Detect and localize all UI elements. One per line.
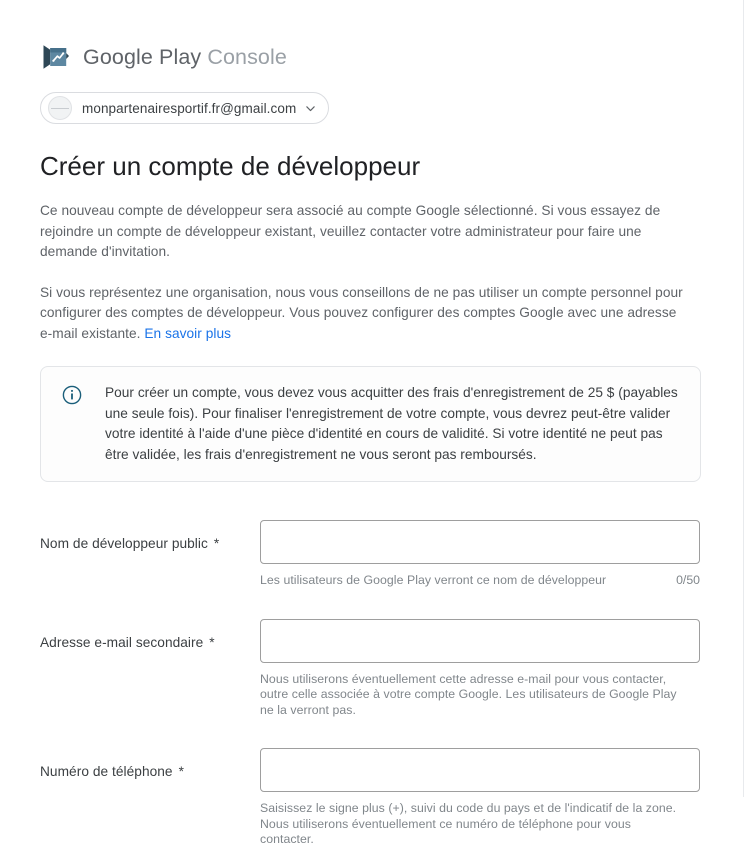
field-hint-phone-number: Saisissez le signe plus (+), suivi du code du pays et de l'indicatif de la zone. Nous utiliserons éventuellement ce numéro de téléphone pour vous contacter. [260,801,677,846]
brand-play-text: Play [159,44,202,69]
public-developer-name-input[interactable] [260,520,700,564]
character-counter-public-developer-name: 0/50 [676,573,700,587]
field-label-public-developer-name [40,520,260,551]
form-field-phone-number [40,748,709,848]
phone-number-input[interactable] [260,748,700,792]
field-main-phone-number [260,748,709,848]
required-asterisk: * [209,634,215,650]
brand-console-text: Console [207,44,287,69]
brand-google-text: Google [83,44,153,69]
field-hint-secondary-email: Nous utiliserons éventuellement cette adresse e-mail pour vous contacter, outre celle associée à votre compte Google. Les utilisateurs de Google Play ne la verront pas. [260,671,677,717]
hint-row-public-developer-name [260,573,700,589]
field-label-phone-number [40,748,260,779]
hint-row-phone-number [260,801,700,848]
intro-paragraph-2-text: Si vous représentez une organisation, nous vous conseillons de ne pas utiliser un compte personnel pour configurer des comptes de développeur. Vous pouvez configurer des comptes Google avec une adresse e-mail existante. [40,284,683,341]
chevron-down-icon [305,103,316,114]
field-label-text: Nom de développeur public [40,536,208,551]
registration-fee-info-box [40,366,701,482]
field-label-secondary-email [40,619,260,650]
field-main-public-developer-name [260,520,709,589]
required-asterisk: * [213,536,220,551]
developer-account-form [40,520,709,848]
account-email-label: monpartenairesportif.fr@gmail.com [82,100,297,116]
intro-paragraph-2 [40,283,688,345]
brand-header [40,40,709,74]
learn-more-link[interactable]: En savoir plus [144,325,232,341]
page-title: Créer un compte de développeur [40,151,421,181]
field-hint-public-developer-name: Les utilisateurs de Google Play verront ce nom de développeur [260,573,607,587]
secondary-email-input[interactable] [260,619,700,663]
form-field-secondary-email [40,619,709,719]
required-asterisk: * [178,764,184,779]
page-right-divider [743,0,744,797]
field-label-text: Numéro de téléphone [40,764,173,779]
registration-fee-info-text: Pour créer un compte, vous devez vous acquitter des frais d'enregistrement de 25 $ (payables une seule fois). Pour finaliser l'enregistrement de votre compte, vous devrez peut-être valider votre identité à l'aide d'une pièce d'identité en cours de validité. Si votre identité ne peut pas être validée, les frais d'enregistrement ne vous seront pas remboursés. [105,385,678,462]
account-avatar-icon [48,96,72,120]
field-label-text: Adresse e-mail secondaire [40,634,204,650]
hint-row-secondary-email [260,672,700,719]
intro-paragraph-1: Ce nouveau compte de développeur sera associé au compte Google sélectionné. Si vous essayez de rejoindre un compte de développeur existant, veuillez contacter votre administrateur pour faire une demande d'invitation. [40,203,661,259]
brand-wordmark [83,45,287,70]
info-circle-icon [62,385,82,405]
form-field-public-developer-name [40,520,709,589]
account-selector-chip[interactable] [40,92,329,124]
field-main-secondary-email [260,619,709,719]
google-play-logo-icon [40,42,70,72]
